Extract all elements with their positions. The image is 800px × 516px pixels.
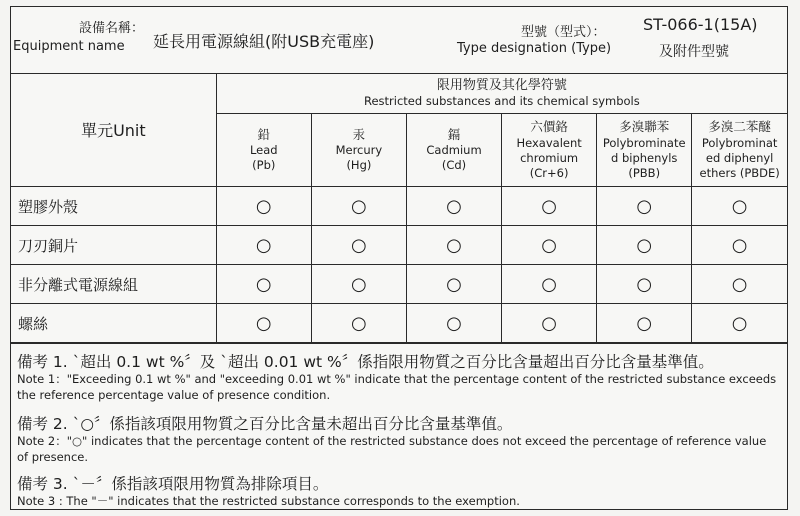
notes-section: [11, 343, 787, 512]
presence-mark: ○: [446, 234, 462, 256]
table-row: [11, 187, 787, 226]
rohs-declaration-sheet: [10, 6, 788, 510]
presence-cell: [311, 304, 406, 343]
presence-cell: [311, 226, 406, 265]
substance-symbol: (Cr+6): [529, 165, 569, 180]
group-label-zh: 限用物質及其化學符號: [436, 77, 567, 93]
presence-mark: ○: [446, 273, 462, 295]
presence-mark: ○: [351, 312, 367, 334]
substance-zh: 多溴聯苯: [619, 119, 670, 135]
presence-mark: ○: [255, 273, 272, 295]
presence-cell: [692, 187, 787, 226]
substance-header-mercury: [311, 114, 406, 187]
substance-header-pbb: [597, 114, 692, 187]
substance-symbol: ethers (PBDE): [699, 165, 780, 180]
substance-en: Cadmium: [426, 143, 482, 158]
restricted-substances-header: [216, 73, 787, 114]
presence-mark: ○: [541, 312, 557, 334]
presence-mark: ○: [541, 195, 557, 217]
note-text-en: Note 2："○" indicates that the percentage content of the restricted substance does not exceed the percentage of reference value of presence.: [17, 434, 767, 464]
presence-cell: [406, 187, 501, 226]
presence-mark: ○: [351, 234, 367, 256]
presence-cell: [406, 226, 501, 265]
presence-cell: [406, 265, 501, 304]
presence-cell: [502, 304, 597, 343]
substance-zh: 鎘: [447, 126, 461, 142]
presence-cell: [597, 226, 692, 265]
presence-cell: [216, 304, 311, 343]
presence-mark: ○: [636, 195, 653, 217]
presence-mark: ○: [636, 312, 653, 334]
substance-en: Lead: [249, 143, 278, 158]
presence-mark: ○: [255, 312, 272, 334]
presence-mark: ○: [636, 234, 653, 256]
note-text-en: Note 1："Exceeding 0.1 wt %" and "exceeding 0.01 wt %" indicate that the percentage content of the restricted substance exceeds the reference percentage value of presence condition.: [17, 372, 777, 402]
table-row: [11, 265, 787, 304]
substance-symbol: (PBB): [628, 165, 661, 180]
substance-en: Polybrominate: [602, 135, 686, 150]
presence-mark: ○: [446, 312, 462, 334]
part-name: 螺絲: [11, 304, 216, 343]
substance-header-pbde: [692, 114, 787, 187]
table-row: [11, 304, 787, 343]
presence-mark: ○: [731, 234, 748, 256]
presence-mark: ○: [255, 195, 272, 217]
table-body: [11, 187, 787, 343]
presence-mark: ○: [541, 273, 557, 295]
substance-header-hexavalent-chromium: [502, 114, 597, 187]
substance-en: Polybrominat: [701, 135, 778, 150]
substance-zh: 多溴二苯醚: [708, 119, 771, 135]
equipment-label-zh: 設備名稱：: [79, 21, 145, 36]
presence-mark: ○: [731, 195, 748, 217]
table-row: [11, 226, 787, 265]
substance-zh: 汞: [352, 126, 366, 142]
presence-cell: [311, 187, 406, 226]
substance-header-lead: [216, 114, 311, 187]
presence-cell: [597, 265, 692, 304]
note-1: [17, 350, 781, 403]
part-name: 刀刃銅片: [11, 226, 216, 265]
presence-cell: [502, 265, 597, 304]
presence-cell: [597, 304, 692, 343]
presence-mark: ○: [541, 234, 557, 256]
presence-cell: [692, 226, 787, 265]
model-accessory-label: 及附件型號: [659, 44, 729, 60]
presence-mark: ○: [446, 195, 462, 217]
presence-cell: [692, 265, 787, 304]
equipment-label-en: Equipment name: [13, 39, 125, 54]
note-text-zh: 備考 1. ˋ超出 0.1 wt %〞及 ˋ超出 0.01 wt %〞係指限用物質之百分比含量超出百分比含量基準值。: [17, 353, 714, 371]
presence-cell: [597, 187, 692, 226]
presence-cell: [502, 187, 597, 226]
presence-cell: [406, 304, 501, 343]
substance-table: [11, 73, 787, 343]
substance-header-cadmium: [406, 114, 501, 187]
presence-mark: ○: [351, 195, 367, 217]
presence-mark: ○: [731, 312, 748, 334]
note-text-zh: 備考 3. ˋ－〞係指該項限用物質為排除項目。: [17, 475, 329, 493]
substance-en: Mercury: [335, 143, 383, 158]
substance-en: Hexavalent: [516, 135, 582, 150]
substance-symbol: (Cd): [441, 158, 467, 173]
substance-symbol: (Pb): [252, 158, 276, 173]
presence-cell: [692, 304, 787, 343]
equipment-name-value: 延長用電源線組(附USB充電座): [153, 32, 375, 51]
model-number: ST-066-1(15A): [643, 15, 758, 34]
presence-cell: [311, 265, 406, 304]
substance-en: chromium: [520, 150, 579, 165]
substance-zh: 鉛: [257, 126, 271, 142]
substance-en: ed diphenyl: [705, 150, 774, 165]
presence-mark: ○: [255, 234, 272, 256]
presence-cell: [216, 265, 311, 304]
substance-symbol: (Hg): [346, 158, 372, 173]
part-name: 非分離式電源線組: [11, 265, 216, 304]
presence-cell: [216, 187, 311, 226]
note-3: [17, 472, 781, 510]
substance-en: d biphenyls: [611, 150, 678, 165]
presence-cell: [502, 226, 597, 265]
type-label-en: Type designation (Type): [457, 41, 612, 56]
note-text-zh: 備考 2. ˋ○〞係指該項限用物質之百分比含量未超出百分比含量基準值。: [17, 415, 513, 433]
presence-mark: ○: [636, 273, 653, 295]
type-label-zh: 型號（型式）：: [521, 25, 606, 40]
part-name: 塑膠外殼: [11, 187, 216, 226]
presence-cell: [216, 226, 311, 265]
note-2: [17, 412, 781, 465]
note-text-en: Note 3 : The "－" indicates that the restricted substance corresponds to the exemption.: [17, 494, 520, 508]
substance-zh: 六價鉻: [530, 119, 568, 135]
group-label-en: Restricted substances and its chemical symbols: [363, 93, 640, 108]
unit-header: 單元Unit: [11, 73, 216, 187]
header: [11, 7, 787, 74]
presence-mark: ○: [351, 273, 367, 295]
presence-mark: ○: [731, 273, 748, 295]
